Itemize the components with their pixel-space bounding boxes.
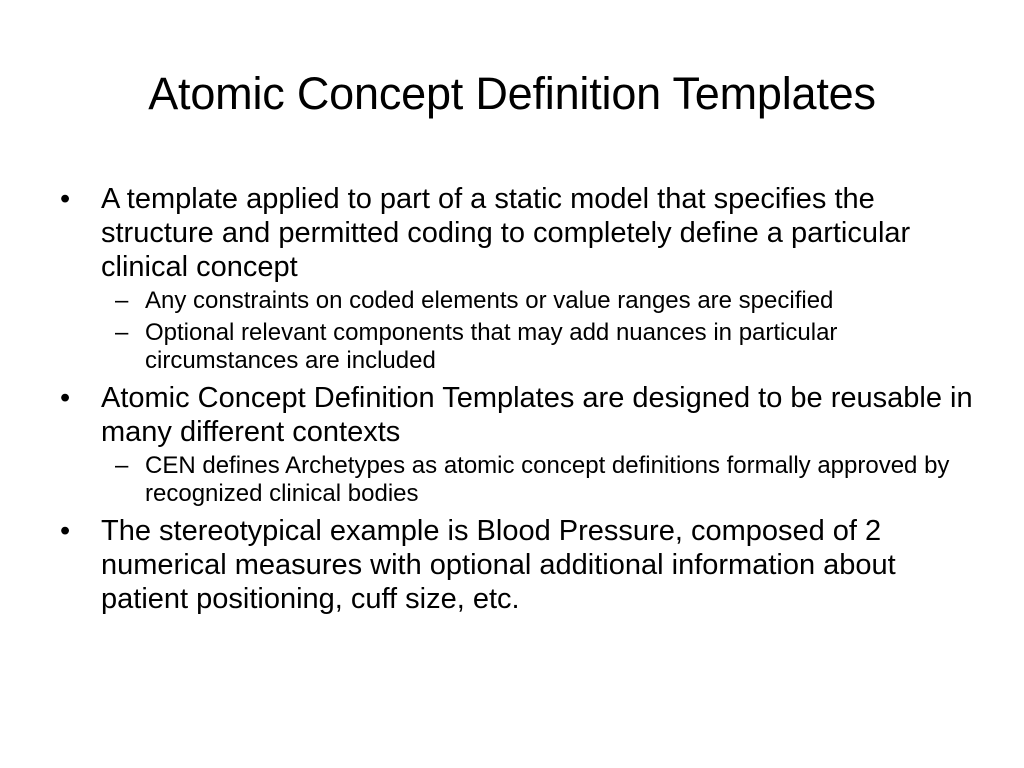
bullet-marker: • bbox=[60, 183, 71, 215]
slide-body bbox=[60, 182, 980, 616]
sub-bullet-1-2 bbox=[60, 319, 980, 375]
sub-bullet-1-2-text: Optional relevant components that may add nuances in particular circumstances are included bbox=[145, 319, 838, 374]
sub-bullet-marker: – bbox=[115, 319, 129, 346]
slide-title: Atomic Concept Definition Templates bbox=[148, 68, 876, 119]
sub-bullet-1-1 bbox=[60, 287, 980, 315]
sub-bullet-marker: – bbox=[115, 452, 129, 479]
bullet-1 bbox=[60, 182, 980, 284]
bullet-marker: • bbox=[60, 515, 71, 547]
bullet-2 bbox=[60, 381, 980, 449]
sub-bullet-2-1-text: CEN defines Archetypes as atomic concept definitions formally approved by recognized clinical bodies bbox=[145, 452, 950, 507]
bullet-marker: • bbox=[60, 382, 71, 414]
bullet-3-text: The stereotypical example is Blood Pressure, composed of 2 numerical measures with optional additional information about patient positioning, cuff size, etc. bbox=[101, 515, 896, 615]
sub-bullet-2-1 bbox=[60, 452, 980, 508]
sub-bullet-1-1-text: Any constraints on coded elements or value ranges are specified bbox=[145, 287, 834, 314]
bullet-2-text: Atomic Concept Definition Templates are designed to be reusable in many different contexts bbox=[101, 382, 973, 448]
bullet-2-sub-list bbox=[60, 452, 980, 508]
bullet-1-text: A template applied to part of a static model that specifies the structure and permitted coding to completely define a particular clinical concept bbox=[101, 183, 911, 283]
bullet-1-sub-list bbox=[60, 287, 980, 375]
sub-bullet-marker: – bbox=[115, 287, 129, 314]
bullet-3 bbox=[60, 514, 980, 616]
